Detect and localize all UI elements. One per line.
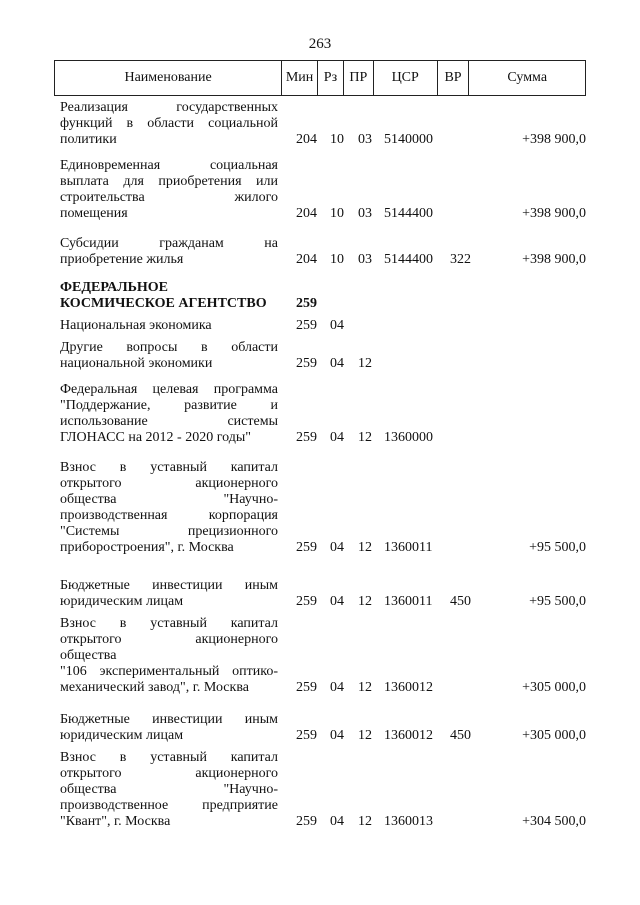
cell-csr: 5144400	[384, 206, 433, 221]
row-name-line: юридическим лицам	[60, 728, 184, 743]
cell-rz: 04	[330, 540, 344, 555]
cell-rz: 04	[330, 318, 344, 333]
cell-min: 259	[296, 540, 317, 555]
table-row	[54, 236, 586, 268]
cell-rz: 10	[330, 252, 344, 267]
header-rz: Рз	[318, 61, 344, 95]
cell-pr: 12	[358, 430, 372, 445]
header-min: Мин	[282, 61, 318, 95]
cell-rz: 04	[330, 594, 344, 609]
cell-min: 259	[296, 594, 317, 609]
row-name-line: Другие вопросы в области	[60, 340, 278, 355]
cell-csr: 1360012	[384, 728, 433, 743]
cell-sum: +398 900,0	[522, 252, 586, 267]
cell-sum: +305 000,0	[522, 728, 586, 743]
row-name-line: Субсидии гражданам на	[60, 236, 278, 251]
row-name-line: Взнос в уставный капитал	[60, 616, 278, 631]
row-name-line: общества	[60, 648, 117, 663]
row-name-line: "106 экспериментальный оптико-	[60, 664, 278, 679]
table-row	[54, 578, 586, 610]
cell-sum: +304 500,0	[522, 814, 586, 829]
page-number: 263	[308, 36, 332, 52]
cell-rz: 04	[330, 728, 344, 743]
row-name-line: КОСМИЧЕСКОЕ АГЕНТСТВО	[60, 296, 267, 311]
cell-min: 204	[296, 206, 317, 221]
row-name-line: приобретение жилья	[60, 252, 184, 267]
table-row	[54, 280, 586, 315]
header-sum: Сумма	[507, 70, 548, 85]
row-name-line: Национальная экономика	[60, 318, 212, 333]
row-name-line: Бюджетные инвестиции иным	[60, 578, 278, 593]
cell-csr: 1360000	[384, 430, 433, 445]
header-vr: ВР	[438, 61, 470, 95]
row-name-line: Реализация государственных	[60, 100, 278, 115]
cell-min: 259	[296, 680, 317, 695]
row-name-line: использование системы	[60, 414, 278, 429]
cell-pr: 12	[358, 680, 372, 695]
table-row	[54, 318, 586, 334]
header-name: Наименование	[55, 61, 282, 95]
cell-rz: 10	[330, 206, 344, 221]
row-name-line: функций в области социальной	[60, 116, 278, 131]
table-row	[54, 460, 586, 556]
row-name-line: открытого акционерного	[60, 632, 278, 647]
cell-pr: 03	[358, 206, 372, 221]
row-name-line: "Поддержание, развитие и	[60, 398, 278, 413]
cell-vr: 450	[450, 728, 471, 743]
row-name-line: общества "Научно-	[60, 782, 278, 797]
row-name-line: строительства жилого	[60, 190, 278, 205]
row-name-line: помещения	[60, 206, 128, 221]
cell-min: 259	[296, 814, 317, 829]
cell-pr: 03	[358, 132, 372, 147]
row-name-line: выплата для приобретения или	[60, 174, 278, 189]
cell-csr: 5140000	[384, 132, 433, 147]
cell-rz: 10	[330, 132, 344, 147]
cell-rz: 04	[330, 814, 344, 829]
cell-sum: +398 900,0	[522, 132, 586, 147]
cell-csr: 5144400	[384, 252, 433, 267]
cell-csr: 1360013	[384, 814, 433, 829]
cell-rz: 04	[330, 356, 344, 371]
row-name-line: Федеральная целевая программа	[60, 382, 278, 397]
cell-pr: 12	[358, 594, 372, 609]
cell-pr: 12	[358, 728, 372, 743]
table-row	[54, 712, 586, 744]
cell-min: 259	[296, 318, 317, 333]
row-name-line: "Системы прецизионного	[60, 524, 278, 539]
row-name-line: юридическим лицам	[60, 594, 184, 609]
table-row	[54, 100, 586, 148]
cell-sum: +95 500,0	[529, 540, 586, 555]
cell-min: 259	[296, 356, 317, 371]
row-name-line: ГЛОНАСС на 2012 - 2020 годы"	[60, 430, 251, 445]
row-name-line: открытого акционерного	[60, 476, 278, 491]
header-pr: ПР	[344, 61, 374, 95]
cell-rz: 04	[330, 430, 344, 445]
table-row	[54, 616, 586, 696]
table-row	[54, 158, 586, 222]
table-header	[54, 60, 586, 96]
row-name-line: национальной экономики	[60, 356, 213, 371]
cell-csr: 1360011	[384, 594, 433, 609]
cell-min: 204	[296, 132, 317, 147]
row-name-line: "Квант", г. Москва	[60, 814, 171, 829]
cell-rz: 04	[330, 680, 344, 695]
cell-vr: 450	[450, 594, 471, 609]
table-row	[54, 340, 586, 372]
row-name-line: приборостроения", г. Москва	[60, 540, 234, 555]
row-name-line: Бюджетные инвестиции иным	[60, 712, 278, 727]
row-name-line: ФЕДЕРАЛЬНОЕ	[60, 280, 169, 295]
cell-min: 259	[296, 430, 317, 445]
header-csr: ЦСР	[374, 61, 438, 95]
row-name-line: Взнос в уставный капитал	[60, 460, 278, 475]
table-row	[54, 382, 586, 446]
cell-sum: +95 500,0	[529, 594, 586, 609]
cell-min: 204	[296, 252, 317, 267]
cell-min: 259	[296, 296, 317, 311]
cell-pr: 12	[358, 540, 372, 555]
cell-pr: 12	[358, 356, 372, 371]
row-name-line: производственное предприятие	[60, 798, 278, 813]
cell-sum: +305 000,0	[522, 680, 586, 695]
row-name-line: открытого акционерного	[60, 766, 278, 781]
cell-csr: 1360011	[384, 540, 433, 555]
row-name-line: Единовременная социальная	[60, 158, 278, 173]
row-name-line: политики	[60, 132, 117, 147]
cell-min: 259	[296, 728, 317, 743]
row-name-line: общества "Научно-	[60, 492, 278, 507]
table-row	[54, 750, 586, 830]
cell-sum: +398 900,0	[522, 206, 586, 221]
row-name-line: Взнос в уставный капитал	[60, 750, 278, 765]
cell-csr: 1360012	[384, 680, 433, 695]
cell-pr: 12	[358, 814, 372, 829]
cell-pr: 03	[358, 252, 372, 267]
row-name-line: механический завод", г. Москва	[60, 680, 249, 695]
row-name-line: производственная корпорация	[60, 508, 278, 523]
cell-vr: 322	[450, 252, 471, 267]
